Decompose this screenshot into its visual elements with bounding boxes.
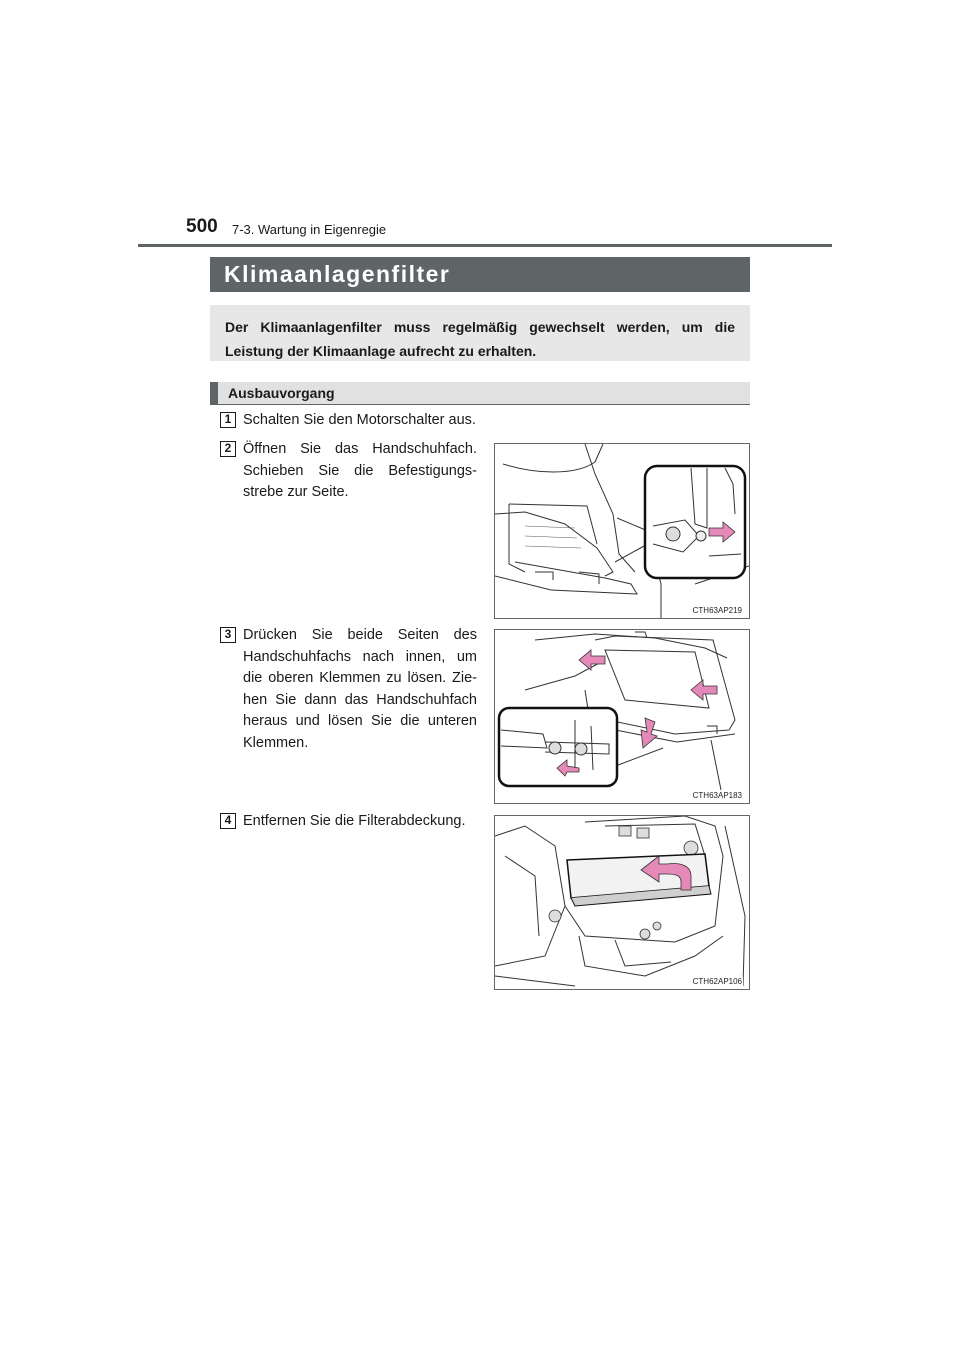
arrow-down-icon: [641, 718, 657, 748]
figure-code: CTH62AP106: [692, 977, 742, 986]
filter-cover-illustration: [495, 816, 749, 989]
arrow-left-icon: [691, 680, 717, 700]
page-title: Klimaanlagenfilter: [210, 257, 750, 292]
step-1-text: Schalten Sie den Motorschalter aus.: [243, 412, 476, 428]
glovebox-clips-illustration: [495, 630, 749, 803]
step-4-text: Entfernen Sie die Filterabdeckung.: [243, 813, 466, 829]
step-2-text: Öffnen Sie das Handschuhfach. Schieben Sie die Befestigungs-strebe zur Seite.: [243, 441, 477, 500]
step-3-text: Drücken Sie beide Seiten des Handschuhfachs nach innen, um die oberen Klemmen zu lösen. Zie-hen Sie dann das Handschuhfach heraus und lösen Sie die unteren Klemmen.: [243, 627, 477, 751]
glovebox-strut-illustration: [495, 444, 749, 618]
header-rule: [138, 244, 832, 247]
page-number: 500: [186, 216, 218, 237]
figure-filter-cover: [494, 815, 750, 990]
figure-glovebox-strut: [494, 443, 750, 619]
running-head: 7-3. Wartung in Eigenregie: [232, 222, 387, 237]
figure-code: CTH63AP219: [692, 606, 742, 615]
intro-box: Der Klimaanlagenfilter muss regelmäßig gewechselt werden, um die Leistung der Klimaanlage aufrecht zu erhalten.: [210, 305, 750, 361]
figure-code: CTH63AP183: [692, 791, 742, 800]
figure-glovebox-clips: [494, 629, 750, 804]
section-rule: [210, 404, 750, 405]
step-2-number: 2: [220, 441, 236, 457]
step-1-number: 1: [220, 412, 236, 428]
section-heading: Ausbauvorgang: [210, 382, 750, 404]
step-4-number: 4: [220, 813, 236, 829]
step-3-number: 3: [220, 627, 236, 643]
